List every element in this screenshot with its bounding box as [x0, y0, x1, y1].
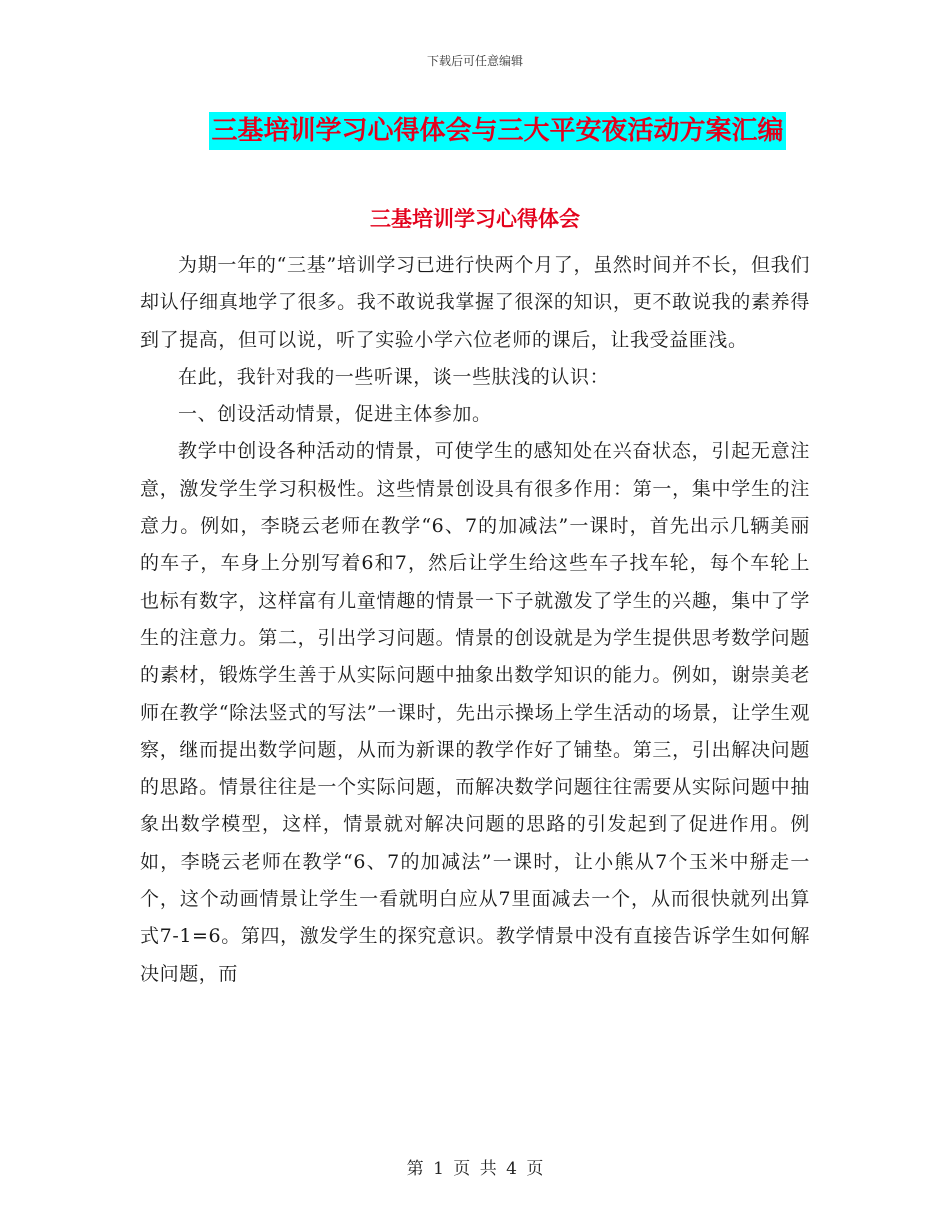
page-footer: 第 1 页 共 4 页 [406, 1159, 544, 1179]
paragraph: 一、创设活动情景，促进主体参加。 [178, 403, 492, 426]
section-title: 三基培训学习心得体会 [370, 206, 580, 231]
header-note: 下载后可任意编辑 [426, 54, 523, 68]
paragraph: 教学中创设各种活动的情景，可使学生的感知处在兴奋状态，引起无意注意，激发学生学习积极性。这些情景创设具有很多作用：第一，集中学生的注意力。例如，李晓云老师在教学“6、7的加减法”一课时，首先出示几辆美丽的车子，车身上分别写着6和7，然后让学生给这些车子找车轮，每个车轮上也标有数字，这样富有儿童情趣的情景一下子就激发了学生的兴趣，集中了学生的注意力。第二，引出学习问题。情景的创设就是为学生提供思考数学问题的素材，锻炼学生善于从实际问题中抽象出数学知识的能力。例如，谢崇美老师在教学“除法竖式的写法”一课时，先出示操场上学生活动的场景，让学生观察，继而提出数学问题，从而为新课的教学作好了铺垫。第三，引出解决问题的思路。情景往往是一个实际问题，而解决数学问题往往需要从实际问题中抽象出数学模型，这样，情景就对解决问题的思路的引发起到了促进作用。例如，李晓云老师在教学“6、7的加减法”一课时，让小熊从7个玉米中掰走一个，这个动画情景让学生一看就明白应从7里面减去一个，从而很快就列出算式7-1=6。第四，激发学生的探究意识。教学情景中没有直接告诉学生如何解决问题，而 [140, 440, 810, 985]
paragraph: 在此，我针对我的一些听课，谈一些肤浅的认识： [178, 365, 610, 388]
document-main-title: 三基培训学习心得体会与三大平安夜活动方案汇编 [209, 112, 785, 150]
document-body [140, 247, 810, 993]
paragraph: 为期一年的“三基”培训学习已进行快两个月了，虽然时间并不长，但我们却认仔细真地学了很多。我不敢说我掌握了很深的知识，更不敢说我的素养得到了提高，但可以说，听了实验小学六位老师的课后，让我受益匪浅。 [140, 254, 810, 351]
main-title-container [0, 112, 950, 150]
